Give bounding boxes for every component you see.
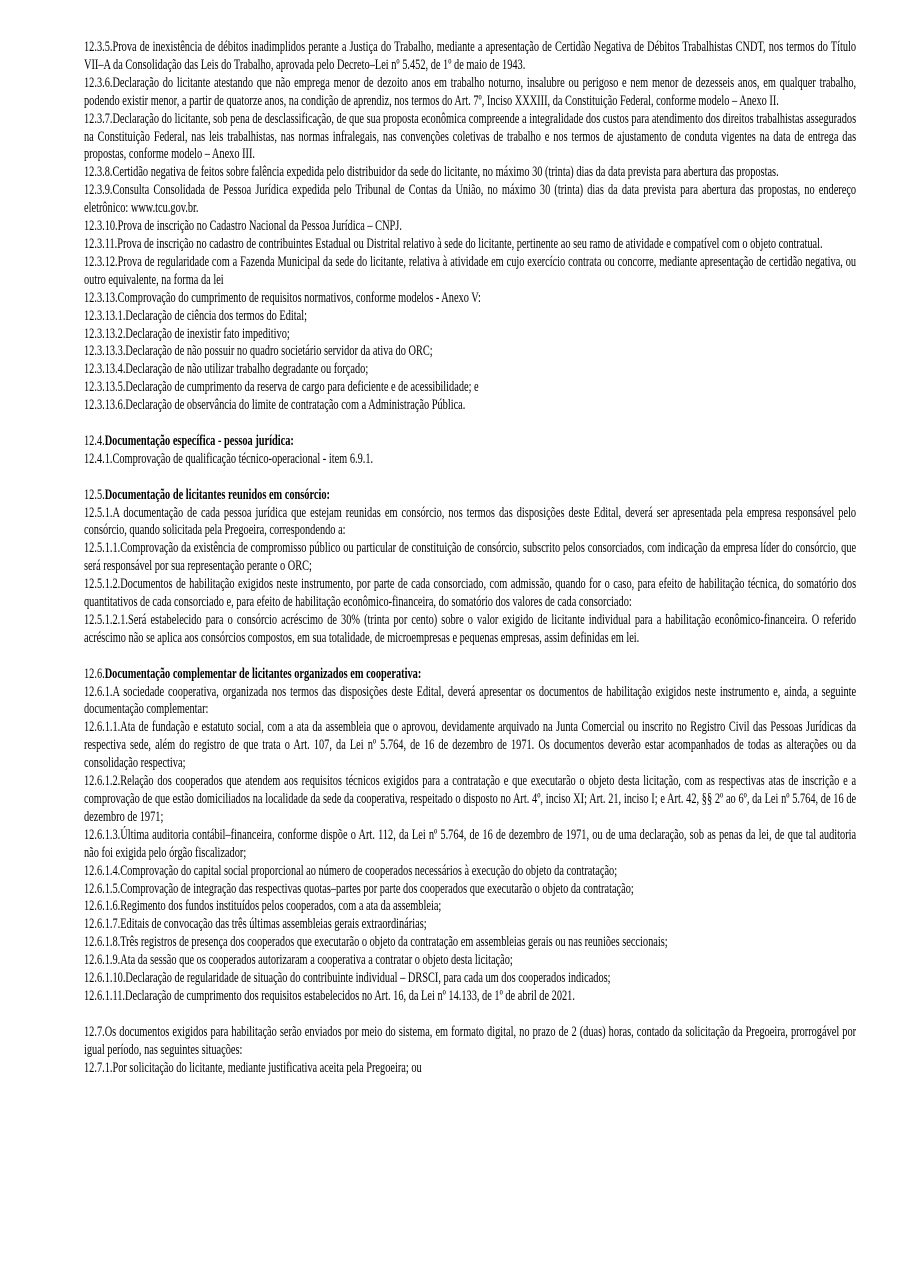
clause-number: 12.3.12. [84,253,118,270]
clause-number: 12.3.13.5. [84,379,126,396]
clause-text: Ata de fundação e estatuto social, com a ata da assembleia que o aprovou, devidamente arquivado na Junta Comercial ou inscrito no Registro Civil das Pessoas Jurídicas da respectiva sede, além do registro de que trata o Art. 107, da Lei nº 5.764, de 16 de dezembro de 1971. Os documentos deverão estar acompanhados de todas as alterações ou da consolidação respectiva; [84,719,857,772]
clause-paragraph [84,236,856,254]
clause-paragraph [84,576,856,612]
clause-number: 12.3.5. [84,39,113,55]
clause-text: Prova de inexistência de débitos inadimplidos perante a Justiça do Trabalho, mediante a apresentação de Certidão Negativa de Débitos Trabalhistas CNDT, nos termos do Título VII–A da Consolidação das Leis do Trabalho, aprovada pelo Decreto–Lei nº 5.452, de 1º de maio de 1943. [84,39,857,73]
clause-text: Prova de inscrição no Cadastro Nacional da Pessoa Jurídica – CNPJ. [117,218,402,235]
clause-paragraph [84,988,856,1006]
clause-number: 12.3.6. [84,74,113,91]
clause-paragraph [84,361,856,379]
clause-number: 12.5. [84,486,105,503]
clause-number: 12.6.1.10. [84,970,126,987]
clause-text: Editais de convocação das três últimas assembleias gerais extraordinárias; [120,916,427,933]
clause-number: 12.5.1. [84,504,113,521]
clause-text: A sociedade cooperativa, organizada nos termos das disposições deste Edital, deverá apresentar os documentos de habilitação exigidos neste instrumento e, ainda, a seguinte documentação complementar: [84,683,857,718]
clause-number: 12.5.1.2. [84,576,121,593]
clause-text: Comprovação da existência de compromisso público ou particular de constituição de consórcio, subscrito pelos consorciados, com indicação da empresa líder do consórcio, que será responsável por sua representação perante o ORC; [84,540,857,575]
clause-paragraph [84,505,856,541]
clause-number: 12.6.1.3. [84,826,121,843]
clause-paragraph [84,111,856,165]
clause-text: Comprovação do capital social proporcional ao número de cooperados necessários à execução do objeto da contratação; [120,862,618,879]
clause-paragraph [84,290,856,308]
clause-number: 12.3.13. [84,289,118,306]
clause-text: Declaração de cumprimento dos requisitos estabelecidos no Art. 16, da Lei nº 14.133, de 1º de abril de 2021. [125,987,575,1004]
clause-paragraph [84,1060,856,1078]
clause-number: 12.4. [84,432,105,449]
clause-text: Declaração de não possuir no quadro societário servidor da ativa do ORC; [125,343,433,360]
heading-title: Documentação de licitantes reunidos em consórcio: [104,486,330,503]
clause-number: 12.6.1.5. [84,880,121,897]
clause-paragraph [84,379,856,397]
paragraph-spacer [84,648,856,666]
clause-number: 12.6.1. [84,683,113,700]
clause-paragraph [84,397,856,415]
clause-paragraph [84,75,856,111]
clause-number: 12.3.9. [84,182,113,199]
clause-text: A documentação de cada pessoa jurídica que estejam reunidas em consórcio, nos termos das disposições deste Edital, deverá ser apresentada pela empresa responsável pelo consórcio, quando solicitada pela Pregoeira, correspondendo a: [84,504,857,539]
clause-text: Comprovação do cumprimento de requisitos normativos, conforme modelos - Anexo V: [117,289,481,306]
clause-paragraph [84,916,856,934]
clause-paragraph [84,934,856,952]
clause-number: 12.3.13.6. [84,397,126,414]
clause-text: Comprovação de integração das respectivas quotas–partes por parte dos cooperados que executarão o objeto da contratação; [120,880,634,897]
clause-text: Prova de regularidade com a Fazenda Municipal da sede do licitante, relativa à atividade em cujo exercício contrata ou concorre, mediante apresentação de certidão negativa, ou outro equivalente, na forma da lei [84,253,857,288]
section-heading [84,666,856,684]
clause-paragraph [84,1024,856,1060]
clause-text: Os documentos exigidos para habilitação serão enviados por meio do sistema, em formato digital, no prazo de 2 (duas) horas, contado da solicitação da Pregoeira, prorrogável por igual período, nas seguintes situações: [84,1023,857,1058]
clause-text: Prova de inscrição no cadastro de contribuintes Estadual ou Distrital relativo à sede do licitante, pertinente ao seu ramo de atividade e compatível com o objeto contratual. [117,235,823,252]
clause-number: 12.3.13.1. [84,307,126,324]
clause-paragraph [84,898,856,916]
clause-paragraph [84,952,856,970]
clause-paragraph [84,164,856,182]
clause-number: 12.3.13.4. [84,361,126,378]
clause-number: 12.3.7. [84,110,113,127]
clause-paragraph [84,326,856,344]
clause-number: 12.5.1.2.1. [84,611,128,628]
paragraph-spacer [84,1006,856,1024]
clause-text: Declaração de regularidade de situação do contribuinte individual – DRSCI, para cada um dos cooperados indicados; [125,970,611,987]
clause-text: Certidão negativa de feitos sobre falência expedida pelo distribuidor da sede do licitante, no máximo 30 (trinta) dias da data prevista para abertura das propostas. [112,164,779,181]
clause-number: 12.4.1. [84,450,113,467]
heading-title: Documentação complementar de licitantes organizados em cooperativa: [104,665,422,682]
clause-number: 12.6.1.6. [84,898,121,915]
clause-number: 12.6.1.8. [84,934,121,951]
clause-paragraph [84,182,856,218]
clause-number: 12.6.1.1. [84,719,121,736]
clause-number: 12.3.11. [84,235,118,252]
clause-number: 12.6. [84,665,105,682]
clause-number: 12.6.1.4. [84,862,121,879]
clause-text: Última auditoria contábil–financeira, conforme dispõe o Art. 112, da Lei nº 5.764, de 16 de dezembro de 1971, ou de uma declaração, sob as penas da lei, de que tal auditoria não foi exigida pelo órgão fiscalizador; [84,826,857,861]
clause-text: Regimento dos fundos instituídos pelos cooperados, com a ata da assembleia; [120,898,442,915]
clause-number: 12.6.1.9. [84,952,121,969]
clause-text: Declaração de cumprimento da reserva de cargo para deficiente e de acessibilidade; e [125,379,479,396]
clause-number: 12.7.1. [84,1059,113,1076]
clause-text: Declaração do licitante atestando que não emprega menor de dezoito anos em trabalho noturno, insalubre ou perigoso e nem menor de dezesseis anos, em qualquer trabalho, podendo existir menor, a partir de quatorze anos, na condição de aprendiz, nos termos do Art. 7º, Inciso XXXIII, da Constituição Federal, conforme modelo – Anexo II. [84,74,857,109]
clause-paragraph [84,451,856,469]
clause-number: 12.6.1.7. [84,916,121,933]
clause-paragraph [84,254,856,290]
clause-paragraph [84,773,856,827]
clause-text: Ata da sessão que os cooperados autorizaram a cooperativa a contratar o objeto desta licitação; [120,952,513,969]
clause-number: 12.7. [84,1023,105,1040]
clause-text: Documentos de habilitação exigidos neste instrumento, por parte de cada consorciado, com admissão, quando for o caso, para efeito de habilitação técnica, do somatório dos quantitativos de cada consorciado e, para efeito de habilitação econômico-financeira, do somatório dos valores de cada consorciado: [84,576,857,611]
section-heading [84,487,856,505]
clause-text: Relação dos cooperados que atendem aos requisitos técnicos exigidos para a contratação e que executarão o objeto desta licitação, com as respectivas atas de inscrição e a comprovação de que estão domiciliados na localidade da sede da cooperativa, respeitado o disposto no Art. 4º, inciso XI; Art. 21, inciso I; e Art. 42, §§ 2º ao 6º, da Lei nº 5.764, de 16 de dezembro de 1971; [84,773,857,825]
clause-number: 12.6.1.11. [84,987,126,1004]
clause-text: Comprovação de qualificação técnico-operacional - item 6.9.1. [112,450,374,467]
clause-paragraph [84,540,856,576]
clause-text: Declaração de observância do limite de contratação com a Administração Pública. [125,397,466,414]
clause-paragraph [84,39,856,75]
clause-paragraph [84,218,856,236]
clause-text: Três registros de presença dos cooperados que executarão o objeto da contratação em assembleias gerais ou nas reuniões seccionais; [120,934,668,951]
clause-paragraph [84,684,856,720]
clause-number: 12.3.13.3. [84,343,126,360]
clause-text: Declaração de não utilizar trabalho degradante ou forçado; [125,361,369,378]
clause-number: 12.6.1.2. [84,773,121,790]
clause-text: Será estabelecido para o consórcio acréscimo de 30% (trinta por cento) sobre o valor exigido de licitante individual para a habilitação econômico-financeira. O referido acréscimo não se aplica aos consórcios compostos, em sua totalidade, de microempresas e pequenas empresas, assim definidas em lei. [84,611,857,646]
clause-text: Por solicitação do licitante, mediante justificativa aceita pela Pregoeira; ou [112,1059,422,1076]
clause-paragraph [84,308,856,326]
clause-number: 12.3.8. [84,164,113,181]
clause-text: Declaração de inexistir fato impeditivo; [125,325,290,342]
clause-paragraph [84,343,856,361]
clause-paragraph [84,863,856,881]
section-heading [84,433,856,451]
clause-text: Declaração do licitante, sob pena de desclassificação, de que sua proposta econômica compreende a integralidade dos custos para atendimento dos direitos trabalhistas assegurados na Constituição Federal, nas leis trabalhistas, nas normas infralegais, nas convenções coletivas de trabalho e nos termos de ajustamento de conduta vigentes na data de entrega das propostas, conforme modelo – Anexo III. [84,110,857,163]
clause-paragraph [84,970,856,988]
paragraph-spacer [84,469,856,487]
clause-paragraph [84,719,856,773]
clause-paragraph [84,612,856,648]
clause-text: Consulta Consolidada de Pessoa Jurídica expedida pelo Tribunal de Contas da União, no máximo 30 (trinta) dias da data prevista para abertura das propostas, no endereço eletrônico: www.tcu.gov.br. [84,182,857,217]
clause-number: 12.3.10. [84,218,118,235]
paragraph-spacer [84,415,856,433]
heading-title: Documentação específica - pessoa jurídica: [104,432,294,449]
clause-paragraph [84,827,856,863]
clause-number: 12.3.13.2. [84,325,126,342]
document-page [84,39,856,1078]
clause-paragraph [84,881,856,899]
clause-number: 12.5.1.1. [84,540,121,557]
clause-text: Declaração de ciência dos termos do Edital; [125,307,308,324]
